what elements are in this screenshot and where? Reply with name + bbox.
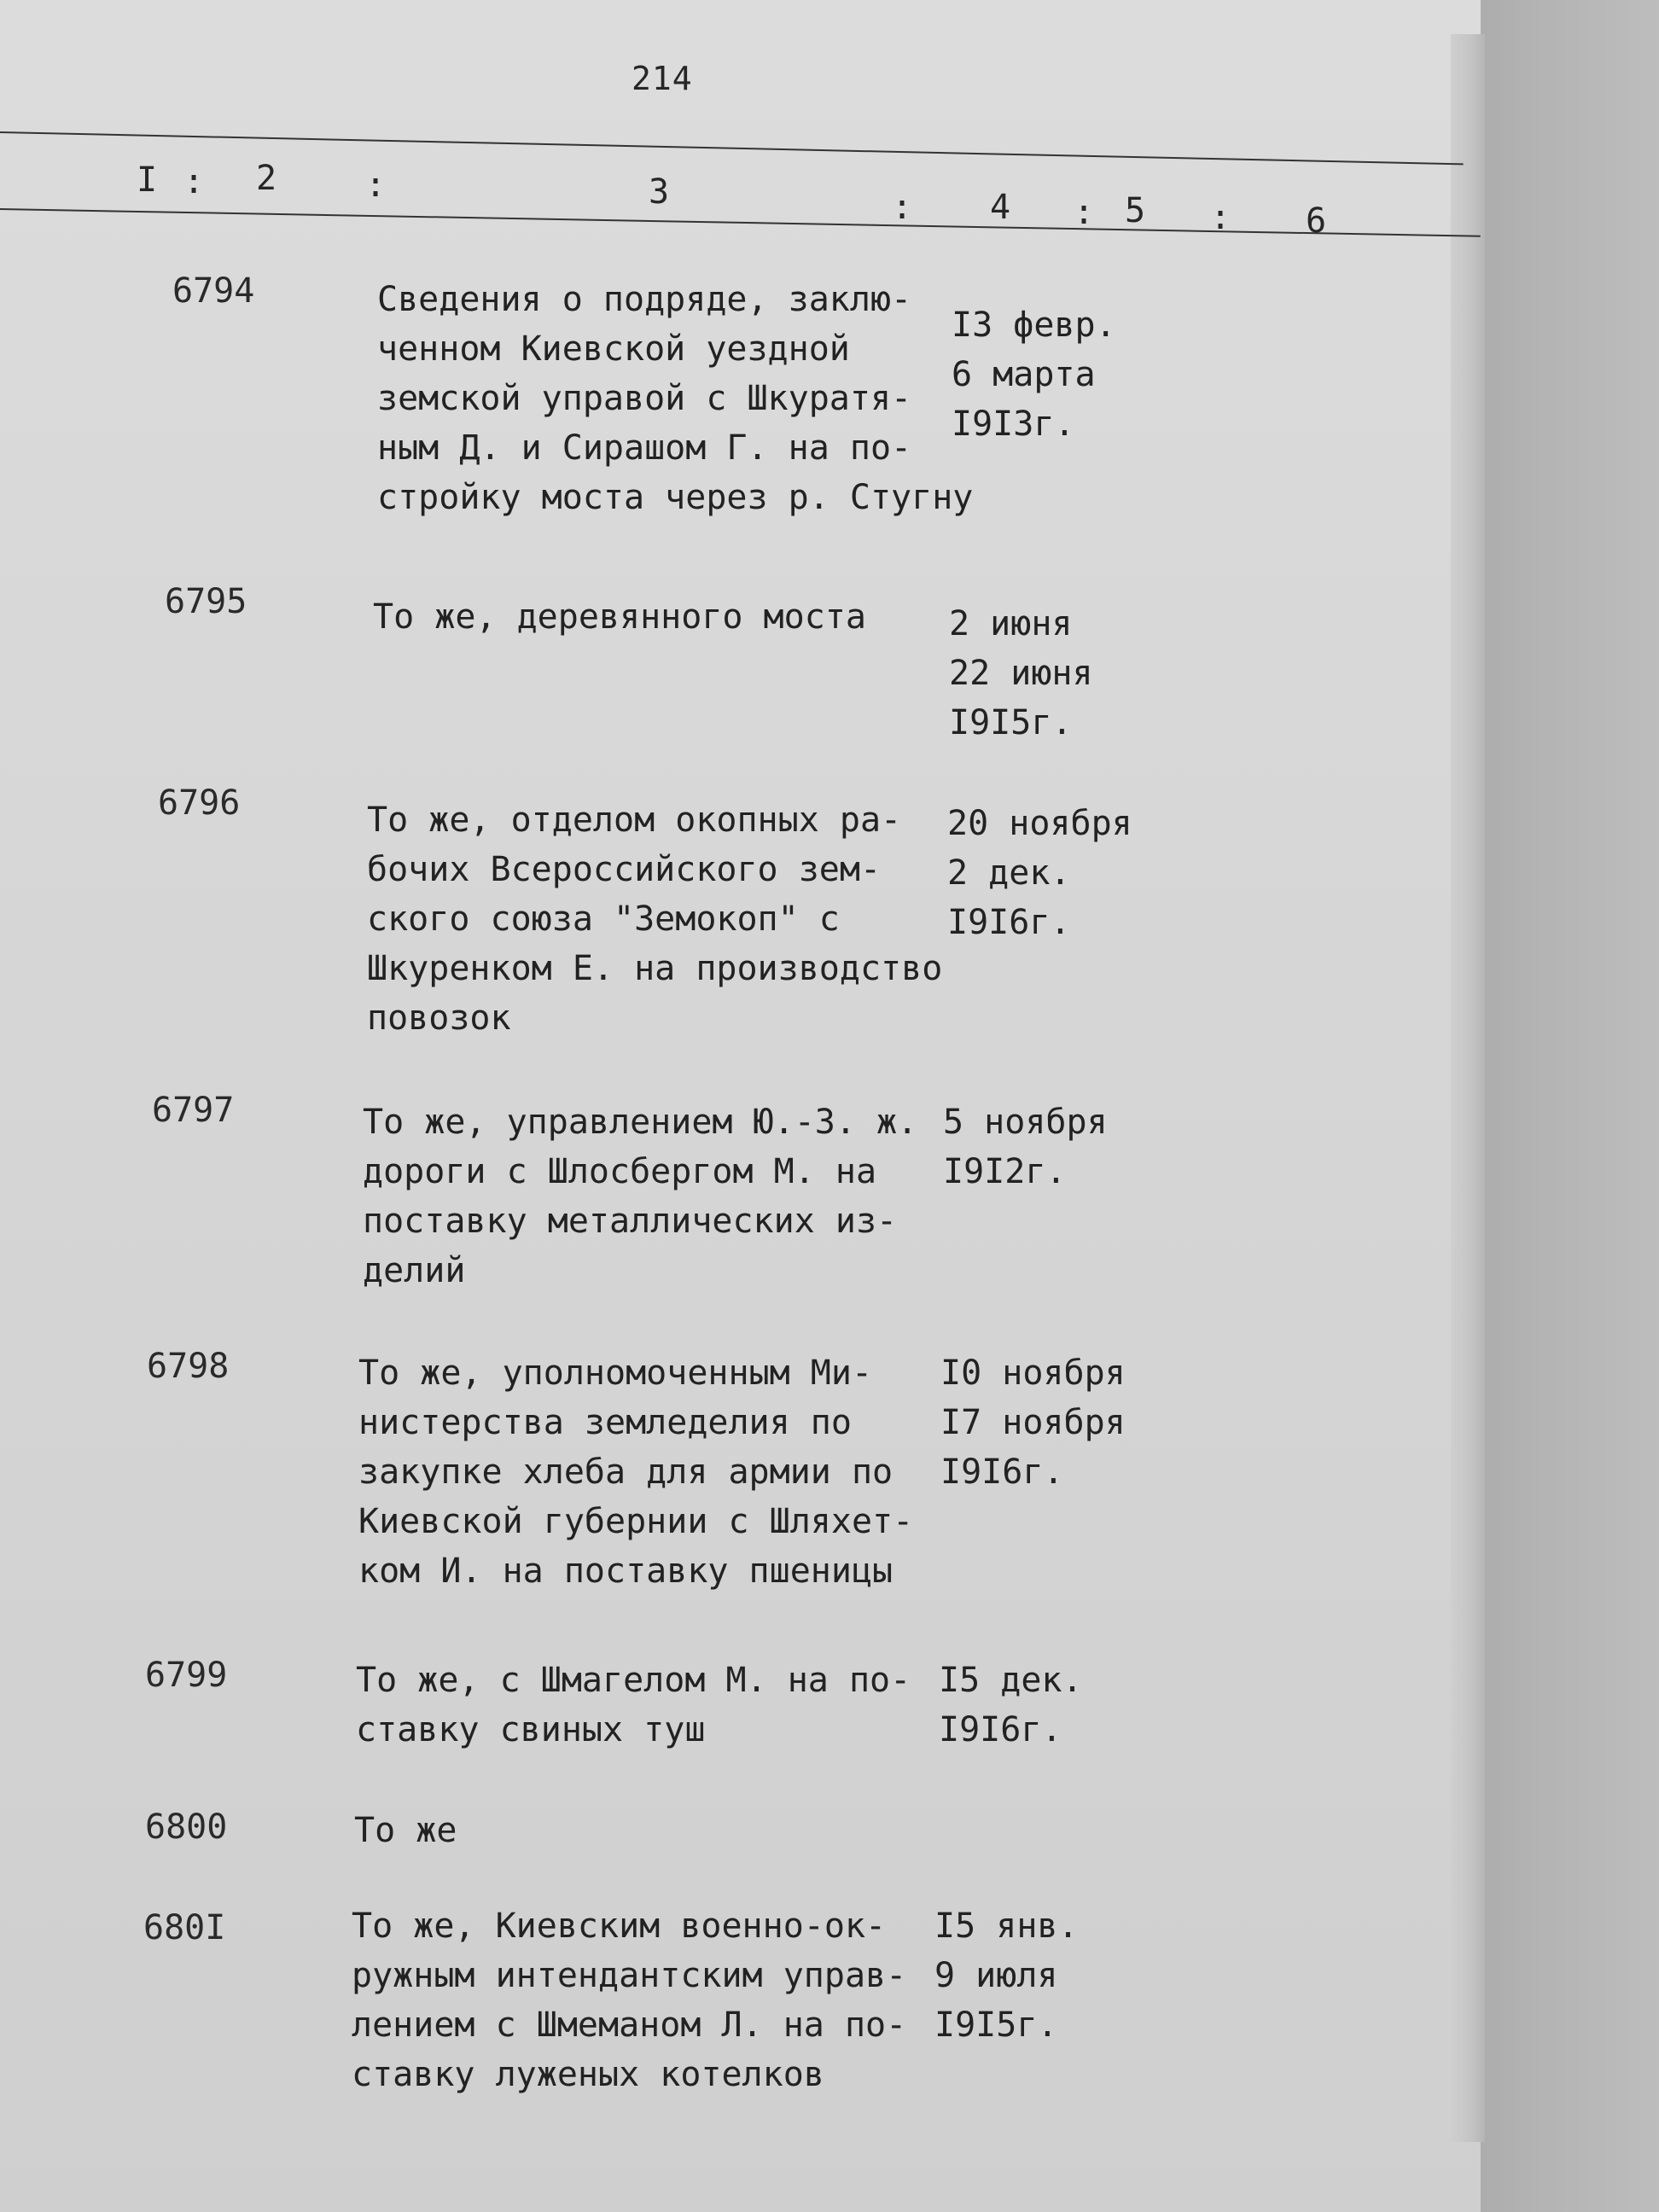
column-header-3: 3 [649,172,671,212]
record-date-line: I9I6г. [939,1710,1062,1749]
record-description [377,275,973,522]
record-number: 6794 [172,271,255,311]
record-date-line: 2 дек. [947,853,1071,893]
record-dates [934,1901,1079,2050]
record-date-line: I5 дек. [939,1661,1083,1700]
record-date-line: I9I5г. [934,2005,1058,2045]
record-description-line: ружным интендантским управ- [352,1956,907,1995]
record-description-line: поставку металлических из- [363,1202,898,1241]
record-description-line: ставку свиных туш [356,1710,706,1749]
column-header-6: 6 [1306,201,1328,241]
record-description [352,1901,906,2099]
record-description-line: Шкуренком Е. на производство [367,949,943,988]
record-number: 6795 [165,582,247,621]
column-header-4: 4 [990,188,1012,227]
record-description-line: ком И. на поставку пшеницы [358,1551,894,1591]
record-description-line: нистерства земледелия по [358,1403,852,1442]
record-description [373,592,866,642]
record-number: 680I [143,1908,226,1947]
record-description-line: То же, Киевским военно-ок- [352,1906,887,1946]
column-header-1: I [137,160,159,200]
record-date-line: 6 марта [952,355,1096,394]
record-date-line: I9I2г. [943,1152,1067,1191]
record-date-line: I9I5г. [949,703,1073,742]
record-dates [947,799,1132,947]
record-date-line: 9 июля [934,1956,1058,1995]
record-dates [940,1348,1126,1497]
record-number: 6800 [145,1807,228,1847]
record-description-line: То же, отделом окопных ра- [367,800,902,840]
record-dates [943,1097,1108,1196]
record-description-line: бочих Всероссийского зем- [367,850,882,889]
record-description [363,1097,917,1295]
record-dates [939,1656,1083,1755]
column-separator: : [1074,193,1096,232]
record-description-line: То же, деревянного моста [373,597,866,637]
record-date-line: I0 ноября [940,1353,1126,1393]
record-description-line: Киевской губернии с Шляхет- [358,1502,914,1541]
record-description [356,1656,911,1755]
record-date-line: 22 июня [949,654,1093,693]
column-separator: : [892,188,914,227]
record-date-line: 5 ноября [943,1103,1108,1142]
page-edge-shadow [1451,34,1485,2142]
record-number: 6799 [145,1656,228,1695]
record-date-line: I7 ноября [940,1403,1126,1442]
record-date-line: I3 февр. [952,306,1116,345]
column-separator: : [183,162,206,201]
record-description-line: делий [363,1251,466,1290]
record-date-line: 2 июня [949,604,1073,643]
record-description-line: лением с Шмеманом Л. на по- [352,2005,907,2045]
record-description-line: стройку моста через р. Стугну [377,478,974,517]
record-description [358,1348,913,1596]
column-separator: : [365,166,387,205]
record-description-line: То же, с Шмагелом М. на по- [356,1661,911,1700]
column-header-2: 2 [256,159,278,198]
record-description-line: закупке хлеба для армии по [358,1452,894,1492]
record-description-line: То же [354,1811,457,1850]
record-date-line: I9I6г. [940,1452,1064,1492]
record-number: 6798 [147,1347,230,1386]
record-description-line: То же, уполномоченным Ми- [358,1353,873,1393]
record-dates [952,300,1116,449]
record-date-line: I9I6г. [947,903,1071,942]
record-description [367,795,942,1043]
record-description-line: дороги с Шлосбергом М. на [363,1152,877,1191]
column-header-5: 5 [1125,191,1147,230]
record-description-line: ным Д. и Сирашом Г. на по- [377,428,912,468]
record-description-line: ченном Киевской уездной [377,329,850,369]
record-description-line: ставку луженых котелков [352,2055,824,2094]
record-description-line: То же, управлением Ю.-З. ж. [363,1103,918,1142]
page-number: 214 [632,60,693,97]
record-number: 6796 [158,783,241,823]
record-description-line: земской управой с Шкуратя- [377,379,912,418]
record-number: 6797 [152,1091,235,1130]
record-description [354,1806,457,1855]
record-description-line: Сведения о подряде, заклю- [377,280,912,319]
record-date-line: I5 янв. [934,1906,1079,1946]
record-description-line: ского союза "Земокоп" с [367,899,840,939]
record-dates [949,599,1093,748]
record-description-line: повозок [367,998,511,1038]
record-date-line: 20 ноября [947,804,1132,843]
record-date-line: I9I3г. [952,405,1075,444]
column-separator: : [1210,198,1232,237]
